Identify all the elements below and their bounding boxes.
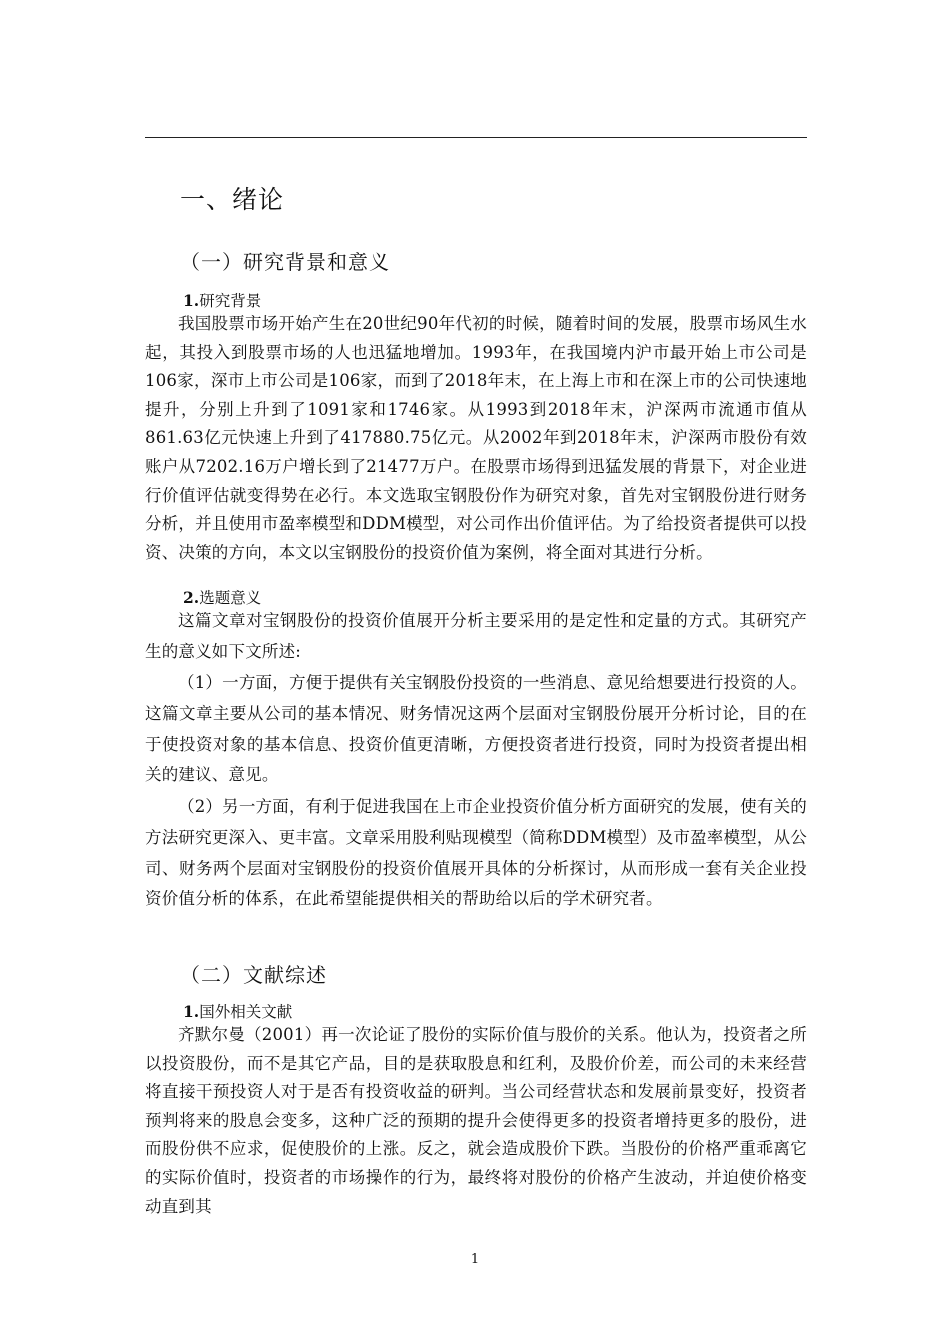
- subsection-number: 1.: [183, 1002, 200, 1021]
- page-number: 1: [470, 1252, 480, 1267]
- section-heading-background: （一）研究背景和意义: [180, 250, 390, 274]
- subsection-heading-foreign-literature: [183, 1000, 292, 1022]
- header-rule: [145, 137, 807, 138]
- paragraph-significance-point-2: （2）另一方面，有利于促进我国在上市企业投资价值分析方面研究的发展，使有关的方法研究更深入、更丰富。文章采用股利贴现模型（简称DDM模型）及市盈率模型，从公司、财务两个层面对宝钢股份的投资价值展开具体的分析探讨，从而形成一套有关企业投资价值分析的体系，在此希望能提供相关的帮助给以后的学术研究者。: [145, 797, 807, 909]
- subsection-heading-research-background: [183, 289, 261, 311]
- subsection-title: 选题意义: [199, 589, 262, 607]
- subsection-heading-topic-significance: [183, 586, 261, 608]
- subsection-title: 国外相关文献: [199, 1003, 293, 1021]
- subsection-title: 研究背景: [199, 292, 262, 310]
- paragraph-foreign-literature: 齐默尔曼（2001）再一次论证了股份的实际价值与股价的关系。他认为，投资者之所以投资股份，而不是其它产品，目的是获取股息和红利，及股价价差，而公司的未来经营将直接干预投资人对于是否有投资收益的研判。当公司经营状态和发展前景变好，投资者预判将来的股息会变多，这种广泛的预期的提升会使得更多的投资者增持更多的股份，进而股份供不应求，促使股价的上涨。反之，就会造成股价下跌。当股份的价格严重乖离它的实际价值时，投资者的市场操作的行为，最终将对股份的价格产生波动，并迫使价格变动直到其: [145, 1025, 807, 1216]
- subsection-number: 1.: [183, 291, 200, 310]
- paragraph-significance-intro: 这篇文章对宝钢股份的投资价值展开分析主要采用的是定性和定量的方式。其研究产生的意义如下文所述:: [145, 611, 807, 661]
- section-heading-literature-review: （二）文献综述: [180, 963, 327, 987]
- subsection-number: 2.: [183, 588, 200, 607]
- paragraph-research-background: 我国股票市场开始产生在20世纪90年代初的时候，随着时间的发展，股票市场风生水起，其投入到股票市场的人也迅猛地增加。1993年，在我国境内沪市最开始上市公司是106家，深市上市公司是106家，而到了2018年末，在上海上市和在深上市的公司快速地提升，分别上升到了1091家和1746家。从1993到2018年末，沪深两市流通市值从861.63亿元快速上升到了417880.75亿元。从2002年到2018年末，沪深两市股份有效账户从7202.16万户增长到了21477万户。在股票市场得到迅猛发展的背景下，对企业进行价值评估就变得势在必行。本文选取宝钢股份作为研究对象，首先对宝钢股份进行财务分析，并且使用市盈率模型和DDM模型，对公司作出价值评估。为了给投资者提供可以投资、决策的方向，本文以宝钢股份的投资价值为案例，将全面对其进行分析。: [145, 314, 807, 562]
- paragraph-significance-point-1: （1）一方面，方便于提供有关宝钢股份投资的一些消息、意见给想要进行投资的人。这篇文章主要从公司的基本情况、财务情况这两个层面对宝钢股份展开分析讨论，目的在于使投资对象的基本信息、投资价值更清晰，方便投资者进行投资，同时为投资者提出相关的建议、意见。: [145, 673, 807, 785]
- chapter-title: 一、绪论: [180, 185, 285, 214]
